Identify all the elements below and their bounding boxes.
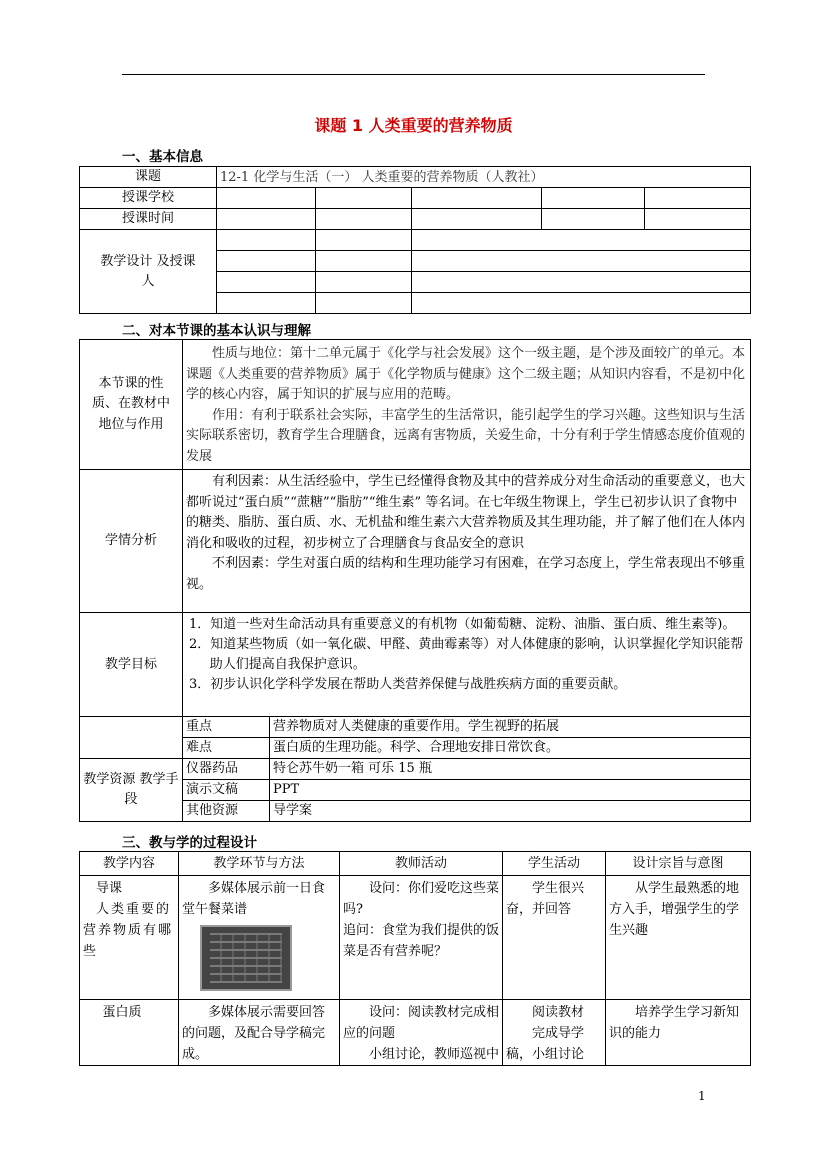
school-cell-5 <box>645 188 751 209</box>
time-label: 授课时间 <box>80 209 217 230</box>
row1-teacher-question: 设问：你们爱吃这些菜吗? <box>343 881 500 917</box>
row2-student-read: 阅读教材 <box>532 1005 585 1020</box>
page-title: 课题 1 人类重要的营养物质 <box>314 116 513 135</box>
understanding-table <box>79 339 751 822</box>
designer-cell <box>412 293 751 314</box>
instrument-label: 仪器药品 <box>183 759 270 780</box>
row1-method: 多媒体展示前一日食堂午餐菜谱 <box>182 881 326 917</box>
header-intent: 设计宗旨与意图 <box>606 852 751 876</box>
row2-teacher-question: 设问：阅读教材完成相应的问题 <box>343 1005 500 1041</box>
header-student: 学生活动 <box>503 852 606 876</box>
header-teacher: 教师活动 <box>340 852 503 876</box>
difficulty-value: 蛋白质的生理功能。科学、合理地安排日常饮食。 <box>270 738 751 759</box>
time-cell-2 <box>316 209 412 230</box>
section-heading-basic-info: 一、基本信息 <box>122 149 203 165</box>
designer-cell <box>217 251 316 272</box>
goals-label: 教学目标 <box>80 613 183 717</box>
row2-teacher-discussion: 小组讨论，教师巡视中 <box>369 1047 500 1062</box>
designer-cell <box>217 293 316 314</box>
designer-cell <box>316 272 412 293</box>
section-heading-process: 三、教与学的过程设计 <box>122 835 257 851</box>
row1-intent: 从学生最熟悉的地方入手，增强学生的学生兴趣 <box>609 881 740 938</box>
header-rule <box>122 74 705 75</box>
row2-method: 多媒体展示需要回答的问题，及配合导学稿完成。 <box>182 1005 326 1062</box>
designer-label: 教学设计 及授课人 <box>80 230 217 314</box>
key-value: 营养物质对人类健康的重要作用。学生视野的拓展 <box>270 717 751 738</box>
designer-cell <box>412 230 751 251</box>
key-diff-blank <box>80 717 183 759</box>
section-heading-understanding: 二、对本节课的基本认识与理解 <box>122 323 311 339</box>
row2-student-discuss: 完成导学稿，小组讨论 <box>506 1026 585 1062</box>
header-content: 教学内容 <box>80 852 179 876</box>
school-cell-3 <box>412 188 542 209</box>
analysis-paragraph-1: 有利因素：从生活经验中，学生已经懂得食物及其中的营养成分对生命活动的重要意义，也大都听说过“蛋白质”“蔗糖”“脂肪”“维生素” 等名词。在七年级生物课上，学生已初步认识了食物中的糖类、脂肪、蛋白质、水、无机盐和维生素六大营养物质及其生理功能，并了解了他们在人体内消化和吸收的过程，初步树立了合理膳食与食品安全的意识 <box>186 474 746 551</box>
table-row <box>80 876 751 1000</box>
other-resource-label: 其他资源 <box>183 801 270 822</box>
designer-cell <box>412 251 751 272</box>
school-cell-1 <box>217 188 316 209</box>
row1-student: 学生很兴奋，并回答 <box>506 881 585 917</box>
row1-content-title: 导课 <box>96 881 123 896</box>
menu-photo <box>200 925 292 991</box>
designer-cell <box>217 272 316 293</box>
topic-value: 12-1 化学与生活（一） 人类重要的营养物质（人教社） <box>220 170 544 185</box>
difficulty-label: 难点 <box>183 738 270 759</box>
row2-content-title: 蛋白质 <box>102 1005 142 1020</box>
resource-label: 教学资源 教学手段 <box>80 759 183 822</box>
row2-intent: 培养学生学习新知识的能力 <box>609 1005 740 1041</box>
designer-cell <box>412 272 751 293</box>
header-method: 教学环节与方法 <box>179 852 340 876</box>
basic-info-table <box>79 166 751 314</box>
topic-label: 课题 <box>80 167 217 188</box>
analysis-label: 学情分析 <box>80 470 183 613</box>
analysis-paragraph-2: 不利因素：学生对蛋白质的结构和生理功能学习有困难，在学习态度上，学生常表现出不够重视。 <box>186 556 746 592</box>
slides-label: 演示文稿 <box>183 780 270 801</box>
nature-paragraph-2: 作用：有利于联系社会实际，丰富学生的生活常识，能引起学生的学习兴趣。这些知识与生活实际联系密切，教育学生合理膳食，远离有害物质，关爱生命，十分有利于学生情感态度价值观的发展 <box>186 407 746 464</box>
other-resource-value: 导学案 <box>270 801 751 822</box>
nature-paragraph-1: 性质与地位：第十二单元属于《化学与社会发展》这个一级主题，是个涉及面较广的单元。本课题《人类重要的营养物质》属于《化学物质与健康》这个二级主题；从知识内容看，不是初中化学的核心内容，属于知识的扩展与应用的范畴。 <box>186 346 746 402</box>
designer-cell <box>316 293 412 314</box>
instrument-value: 特仑苏牛奶一箱 可乐 15 瓶 <box>270 759 751 780</box>
designer-cell <box>316 230 412 251</box>
key-label: 重点 <box>183 717 270 738</box>
page-number: 1 <box>698 1089 706 1103</box>
time-cell-4 <box>542 209 645 230</box>
time-cell-5 <box>645 209 751 230</box>
school-cell-4 <box>542 188 645 209</box>
row1-teacher-followup: 追问：食堂为我们提供的饭菜是否有营养呢？ <box>343 923 500 959</box>
goal-item-1: 1．知道一些对生命活动具有重要意义的有机物（如葡萄糖、淀粉、油脂、蛋白质、维生素等)。 <box>189 617 736 632</box>
row1-content-desc: 人类重要的营养物质有哪些 <box>83 902 174 959</box>
designer-cell <box>316 251 412 272</box>
school-label: 授课学校 <box>80 188 217 209</box>
goal-item-3: 3．初步认识化学科学发展在帮助人类营养保健与战胜疾病方面的重要贡献。 <box>189 677 627 692</box>
goal-item-2: 2．知道某些物质（如一氧化碳、甲醛、黄曲霉素等）对人体健康的影响，认识掌握化学知识能帮助人们提高自我保护意识。 <box>189 637 744 672</box>
time-cell-3 <box>412 209 542 230</box>
nature-label: 本节课的性质、在教材中地位与作用 <box>80 340 183 470</box>
slides-value: PPT <box>270 780 751 801</box>
designer-cell <box>217 230 316 251</box>
process-table <box>79 851 751 1066</box>
school-cell-2 <box>316 188 412 209</box>
table-row <box>80 1000 751 1066</box>
time-cell-1 <box>217 209 316 230</box>
